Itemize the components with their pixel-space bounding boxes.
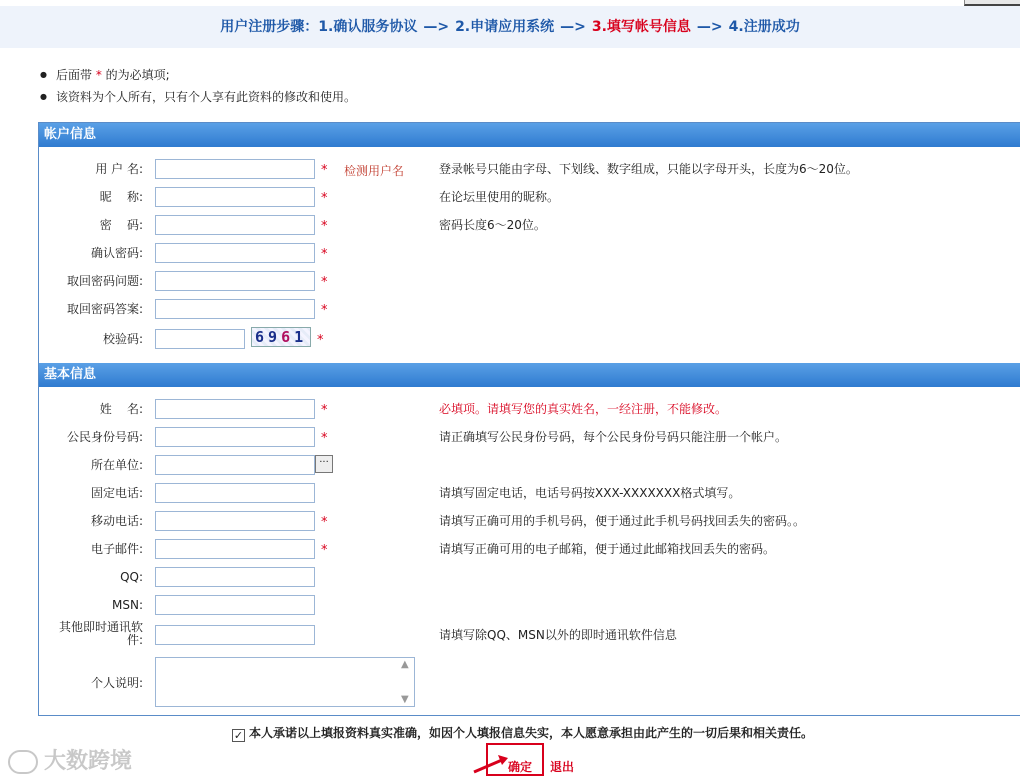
required-star: *: [321, 247, 328, 262]
mobile-label: 移动电话:: [90, 514, 143, 528]
row-security-question: [39, 271, 1020, 295]
confirm-password-input[interactable]: [155, 243, 315, 263]
registration-steps-bar: [0, 6, 1020, 48]
row-description: [39, 657, 1020, 709]
scroll-up-icon[interactable]: ▲: [401, 659, 409, 670]
row-id-number: [39, 427, 1020, 451]
section-basic-header: 基本信息: [39, 363, 1020, 387]
security-question-label: 取回密码问题:: [66, 274, 143, 288]
row-password: [39, 215, 1020, 239]
note-required: [40, 64, 356, 86]
msn-input[interactable]: [155, 595, 315, 615]
scroll-down-icon[interactable]: ▼: [401, 694, 409, 705]
required-star: *: [317, 333, 324, 348]
section-account-header: 帐户信息: [39, 123, 1020, 147]
step-2: 2.申请应用系统: [455, 19, 555, 35]
step-arrow-2: —>: [560, 19, 586, 35]
captcha-image[interactable]: [251, 327, 311, 347]
row-other-im: [39, 620, 1020, 649]
steps-prefix: 用户注册步骤：: [220, 19, 319, 35]
description-scrollbar[interactable]: [399, 659, 413, 705]
confirm-password-label: 确认密码:: [90, 246, 143, 260]
required-star: *: [321, 403, 328, 418]
qq-label: QQ:: [120, 570, 143, 584]
unit-input[interactable]: [155, 455, 315, 475]
row-unit: [39, 455, 1020, 479]
unit-label: 所在单位:: [90, 458, 143, 472]
required-star: *: [321, 219, 328, 234]
nickname-input[interactable]: [155, 187, 315, 207]
qq-input[interactable]: [155, 567, 315, 587]
password-hint: 密码长度6～20位。: [439, 218, 546, 232]
row-captcha: [39, 329, 1020, 353]
exit-button[interactable]: 退出: [550, 760, 575, 774]
watermark-logo-icon: [8, 750, 38, 774]
name-hint: 必填项。请填写您的真实姓名，一经注册，不能修改。: [439, 402, 728, 416]
unit-browse-button[interactable]: ···: [315, 455, 333, 473]
id-number-label: 公民身份号码:: [66, 430, 143, 444]
username-label: 用 户 名:: [95, 162, 143, 176]
phone-label: 固定电话:: [90, 486, 143, 500]
name-label: 姓 名:: [99, 402, 143, 416]
id-number-input[interactable]: [155, 427, 315, 447]
step-1: 1.确认服务协议: [318, 19, 418, 35]
captcha-char: 1: [294, 328, 308, 346]
other-im-hint: 请填写除QQ、MSN以外的即时通讯软件信息: [439, 628, 677, 642]
security-answer-input[interactable]: [155, 299, 315, 319]
agreement-text: 本人承诺以上填报资料真实准确，如因个人填报信息失实，本人愿意承担由此产生的一切后果和相关责任。: [249, 726, 814, 740]
required-star: *: [321, 275, 328, 290]
required-star: *: [321, 191, 328, 206]
row-msn: [39, 595, 1020, 619]
watermark: [8, 744, 132, 775]
username-hint: 登录帐号只能由字母、下划线、数字组成，只能以字母开头，长度为6～20位。: [439, 162, 858, 176]
note-required-pre: 后面带: [56, 68, 93, 82]
other-im-label: 其他即时通讯软 件:: [58, 620, 143, 647]
email-label: 电子邮件:: [90, 542, 143, 556]
username-input[interactable]: [155, 159, 315, 179]
mobile-hint: 请填写正确可用的手机号码，便于通过此手机号码找回丢失的密码。。: [439, 514, 806, 528]
required-star: *: [321, 303, 328, 318]
step-arrow-3: —>: [696, 19, 723, 35]
agreement-row: [232, 724, 813, 742]
step-arrow-1: —>: [423, 19, 450, 35]
name-input[interactable]: [155, 399, 315, 419]
row-nickname: [39, 187, 1020, 211]
row-security-answer: [39, 299, 1020, 323]
msn-label: MSN:: [112, 598, 143, 612]
note-required-post: 的为必填项;: [105, 68, 170, 82]
step-3-current: 3.填写帐号信息: [591, 19, 691, 35]
row-username: [39, 159, 1020, 183]
captcha-char: 6: [255, 328, 269, 346]
other-im-input[interactable]: [155, 625, 315, 645]
captcha-label: 校验码:: [102, 332, 143, 346]
nickname-label: 昵 称:: [99, 190, 143, 204]
row-email: [39, 539, 1020, 563]
step-4: 4.注册成功: [728, 19, 800, 35]
note-privacy: ● 该资料为个人所有，只有个人享有此资料的修改和使用。: [40, 86, 356, 108]
row-name: [39, 399, 1020, 423]
phone-hint: 请填写固定电话，电话号码按XXX-XXXXXXX格式填写。: [439, 486, 741, 500]
id-number-hint: 请正确填写公民身份号码，每个公民身份号码只能注册一个帐户。: [439, 430, 788, 444]
required-star: *: [321, 163, 328, 178]
phone-input[interactable]: [155, 483, 315, 503]
note-required-star: *: [95, 68, 102, 82]
row-phone: [39, 483, 1020, 507]
agreement-checkbox[interactable]: ✓: [233, 729, 244, 742]
description-label: 个人说明:: [90, 676, 143, 690]
mobile-input[interactable]: [155, 511, 315, 531]
row-qq: [39, 567, 1020, 591]
password-input[interactable]: [155, 215, 315, 235]
row-confirm-password: [39, 243, 1020, 267]
required-star: *: [321, 431, 328, 446]
watermark-text: 大数跨境: [44, 749, 133, 774]
email-input[interactable]: [155, 539, 315, 559]
captcha-char: 9: [268, 328, 282, 346]
form-notes: [40, 64, 356, 108]
security-question-input[interactable]: [155, 271, 315, 291]
required-star: *: [321, 543, 328, 558]
row-mobile: [39, 511, 1020, 535]
required-star: *: [321, 515, 328, 530]
captcha-input[interactable]: [155, 329, 245, 349]
security-answer-label: 取回密码答案:: [66, 302, 143, 316]
description-textarea[interactable]: [155, 657, 415, 707]
pointer-arrow-icon: [468, 752, 510, 776]
nickname-hint: 在论坛里使用的昵称。: [439, 190, 560, 204]
email-hint: 请填写正确可用的电子邮箱，便于通过此邮箱找回丢失的密码。: [439, 542, 776, 556]
check-username-link[interactable]: 检测用户名: [344, 164, 405, 178]
password-label: 密 码:: [99, 218, 143, 232]
registration-form: [38, 122, 1020, 716]
ok-button[interactable]: 确定: [508, 760, 533, 774]
captcha-char: 6: [281, 328, 295, 346]
